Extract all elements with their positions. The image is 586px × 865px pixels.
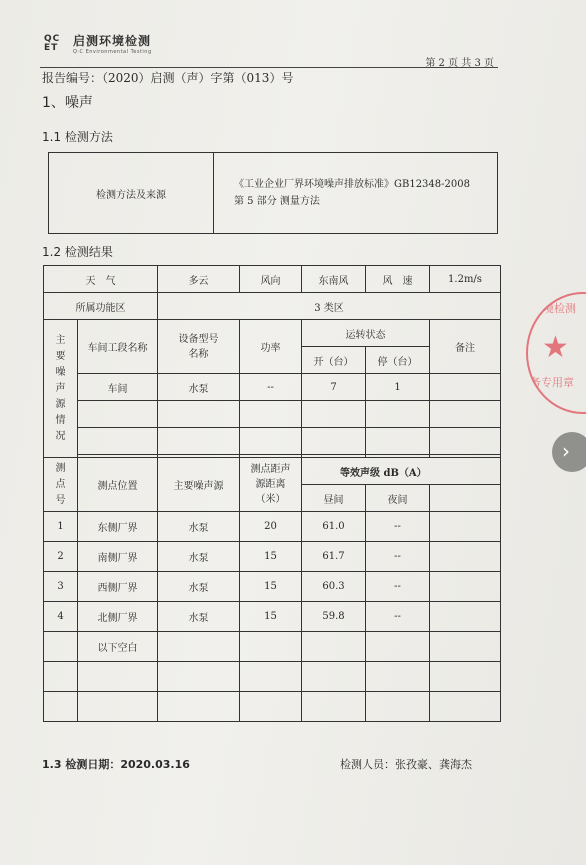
off-header: 停（台） [366, 347, 430, 374]
point-row [44, 602, 501, 632]
blank-note: 以下空白 [78, 632, 158, 662]
weather-label: 天 气 [44, 266, 158, 293]
results-table [43, 265, 501, 722]
company-logo [44, 32, 152, 55]
inspectors: 检测人员：张孜豪、龚海杰 [340, 758, 472, 771]
night-header: 夜间 [366, 485, 430, 512]
weather-row [44, 266, 501, 293]
equipment-header: 设备型号 名称 [158, 320, 240, 374]
page-number: 第 2 页 共 3 页 [425, 58, 494, 69]
point-row [44, 512, 501, 542]
method-table [48, 152, 498, 234]
point-location: 北侧厂界 [78, 602, 158, 632]
location-header: 测点位置 [78, 458, 158, 512]
point-day: 59.8 [302, 602, 366, 632]
day-header: 昼间 [302, 485, 366, 512]
distance-header: 测点距声 源距离 （米） [240, 458, 302, 512]
wind-direction-value: 东南风 [302, 266, 366, 293]
logo-text [73, 32, 152, 55]
point-no-header: 测 点 号 [44, 458, 78, 512]
star-icon: ★ [542, 330, 569, 365]
chevron-right-icon: › [562, 439, 570, 463]
method-title: 1.1 检测方法 [42, 130, 113, 144]
results-title: 1.2 检测结果 [42, 245, 113, 259]
point-no: 1 [44, 512, 78, 542]
point-no: 2 [44, 542, 78, 572]
logo-mark [44, 35, 70, 53]
main-source-header: 主要噪声源 [158, 458, 240, 512]
company-name-cn: 启测环境检测 [73, 34, 152, 48]
logo-mark-line2: ET [44, 42, 59, 53]
next-page-button[interactable] [552, 432, 586, 472]
point-night: -- [366, 512, 430, 542]
source-on: 7 [302, 374, 366, 401]
header-divider [40, 67, 498, 68]
power-header: 功率 [240, 320, 302, 374]
wind-speed-value: 1.2m/s [430, 266, 501, 293]
source-row [44, 374, 501, 401]
company-name-en: Q·C Environmental Testing [73, 49, 152, 55]
point-night: -- [366, 602, 430, 632]
source-remark [430, 374, 501, 401]
point-row [44, 572, 501, 602]
wind-direction-label: 风向 [240, 266, 302, 293]
seal-bottom-text: 务专用章 [530, 376, 574, 389]
point-source: 水泵 [158, 542, 240, 572]
source-group-label: 主 要 噪 声 源 情 况 [44, 320, 78, 458]
source-header-row [44, 320, 501, 347]
point-row [44, 542, 501, 572]
section-title: 1、噪声 [42, 95, 93, 111]
source-power: -- [240, 374, 302, 401]
source-off: 1 [366, 374, 430, 401]
status-header: 运转状态 [302, 320, 430, 347]
point-day: 60.3 [302, 572, 366, 602]
points-header-row [44, 458, 501, 485]
weather-value: 多云 [158, 266, 240, 293]
logo-mark-line1: QC [44, 33, 61, 44]
empty-row [44, 692, 501, 722]
zone-value: 3 类区 [158, 293, 501, 320]
method-label: 检测方法及来源 [49, 153, 214, 234]
workshop-header: 车间工段名称 [78, 320, 158, 374]
point-location: 东侧厂界 [78, 512, 158, 542]
report-number: 报告编号：（2020）启测（声）字第（013）号 [42, 71, 294, 85]
zone-row [44, 293, 501, 320]
remark-header: 备注 [430, 320, 501, 374]
on-header: 开（台） [302, 347, 366, 374]
point-distance: 15 [240, 572, 302, 602]
point-distance: 15 [240, 542, 302, 572]
point-no: 3 [44, 572, 78, 602]
inspection-date: 1.3 检测日期：2020.03.16 [42, 758, 190, 771]
seal-top-text: 环境检测 [532, 302, 576, 315]
source-equipment: 水泵 [158, 374, 240, 401]
point-source: 水泵 [158, 572, 240, 602]
leq-blank [430, 485, 501, 512]
point-distance: 20 [240, 512, 302, 542]
point-day: 61.0 [302, 512, 366, 542]
empty-row [44, 662, 501, 692]
blank-note-row [44, 632, 501, 662]
zone-label: 所属功能区 [44, 293, 158, 320]
point-location: 西侧厂界 [78, 572, 158, 602]
point-source: 水泵 [158, 602, 240, 632]
source-blank-row [44, 428, 501, 455]
leq-header: 等效声级 dB（A） [302, 458, 501, 485]
wind-speed-label: 风 速 [366, 266, 430, 293]
point-night: -- [366, 542, 430, 572]
official-seal [526, 292, 586, 414]
point-location: 南侧厂界 [78, 542, 158, 572]
source-workshop: 车间 [78, 374, 158, 401]
source-blank-row [44, 401, 501, 428]
point-day: 61.7 [302, 542, 366, 572]
point-distance: 15 [240, 602, 302, 632]
point-no: 4 [44, 602, 78, 632]
point-night: -- [366, 572, 430, 602]
point-source: 水泵 [158, 512, 240, 542]
method-value: 《工业企业厂界环境噪声排放标准》GB12348-2008 第 5 部分 测量方法 [214, 153, 498, 234]
